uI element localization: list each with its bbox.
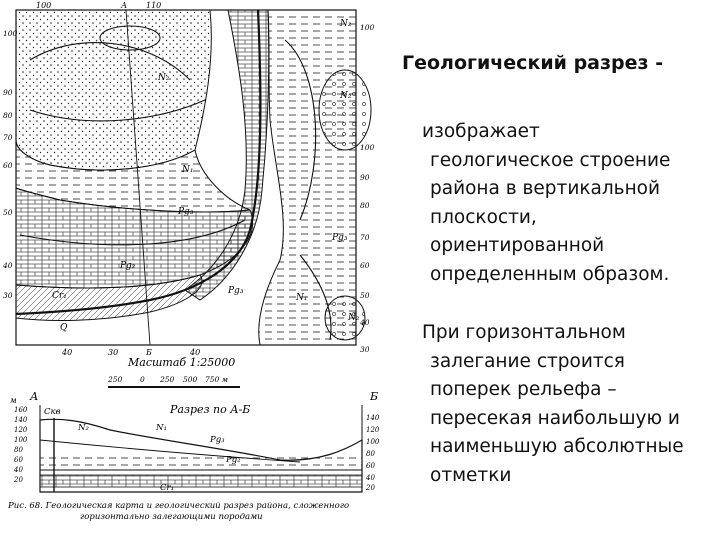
map-unit-label: Q bbox=[60, 323, 68, 333]
section-left-axis-tick: 40 bbox=[14, 466, 23, 474]
figure-caption-line2: горизонтально залегающими породами bbox=[80, 512, 263, 522]
figure-caption-line1: Рис. 68. Геологическая карта и геологический разрез района, сложенного bbox=[8, 501, 350, 511]
map-unit-label: N₂ bbox=[158, 73, 170, 83]
map-left-tick: 70 bbox=[3, 133, 13, 142]
section-right-axis-tick: 40 bbox=[366, 474, 375, 482]
scale-value: 500 bbox=[183, 375, 198, 384]
section-left-axis-tick: 60 bbox=[14, 456, 23, 464]
map-right-tick: 70 bbox=[360, 233, 370, 242]
map-left-tick: 60 bbox=[3, 161, 13, 170]
section-label: N₁ bbox=[156, 423, 167, 433]
map-bottom-tick: 40 bbox=[62, 348, 73, 357]
map-unit-label: Pg₃ bbox=[228, 286, 244, 296]
section-left-axis-tick: 100 bbox=[14, 436, 28, 444]
scale-caption: Масштаб 1:25000 bbox=[128, 356, 236, 369]
slide-title: Геологический разрез - bbox=[402, 52, 664, 74]
scale-value: 750 м bbox=[205, 375, 228, 384]
map-top-tick: 110 bbox=[146, 1, 162, 10]
map-left-tick: 50 bbox=[3, 208, 13, 217]
map-left-tick: 30 bbox=[3, 291, 13, 300]
map-unit-label: N₁ bbox=[182, 165, 194, 175]
map-unit-label: Cr₁ bbox=[52, 291, 67, 301]
map-unit-label: Pg₃ bbox=[178, 207, 194, 217]
section-right-axis-tick: 20 bbox=[366, 484, 375, 492]
section-right-axis-tick: 100 bbox=[366, 438, 380, 446]
map-left-ticks bbox=[2, 29, 18, 300]
map-right-tick: 60 bbox=[360, 261, 370, 270]
section-label: Cr₁ bbox=[160, 483, 174, 493]
paragraph-construction-first-line: При горизонтальном bbox=[422, 322, 626, 343]
section-right-axis-tick: 120 bbox=[366, 426, 380, 434]
map-right-ticks bbox=[359, 23, 375, 354]
scale-values bbox=[107, 375, 228, 384]
map-right-tick: 80 bbox=[360, 201, 370, 210]
map-unit-label: N₂ bbox=[340, 91, 352, 101]
map-right-tick: 90 bbox=[360, 173, 370, 182]
paragraph-definition bbox=[422, 118, 711, 290]
section-label: Pg₃ bbox=[210, 435, 225, 445]
paragraph-construction bbox=[422, 319, 711, 491]
section-left-axis bbox=[13, 406, 28, 484]
scale-value: 250 bbox=[160, 375, 175, 384]
map-top-ticks bbox=[36, 1, 161, 10]
map-bottom-tick: 30 bbox=[108, 348, 119, 357]
section-right-axis-tick: 60 bbox=[366, 462, 375, 470]
paragraph-definition-first-line: изображает bbox=[422, 121, 540, 142]
map-left-tick: 100 bbox=[3, 29, 18, 38]
section-right-end: Б bbox=[370, 390, 379, 403]
map-top-tick: А bbox=[121, 1, 128, 10]
map-scale bbox=[107, 356, 240, 387]
section-left-axis-tick: 20 bbox=[14, 476, 23, 484]
section-right-axis bbox=[365, 414, 380, 492]
map-left-tick: 90 bbox=[3, 88, 13, 97]
section-right-axis-tick: 80 bbox=[366, 450, 375, 458]
map-unit-label: N₁ bbox=[296, 293, 308, 303]
section-right-axis-tick: 140 bbox=[366, 414, 380, 422]
map-right-tick: 100 bbox=[360, 143, 375, 152]
section-label: Скв bbox=[44, 407, 61, 417]
map-top-tick: 100 bbox=[36, 1, 52, 10]
map-bottom-tick: 40 bbox=[190, 348, 201, 357]
section-left-axis-tick: 80 bbox=[14, 446, 23, 454]
section-left-axis-tick: 120 bbox=[14, 426, 28, 434]
section-left-end: А bbox=[30, 390, 39, 403]
map-bottom-tick: Б bbox=[146, 348, 152, 357]
section-title: Разрез по А-Б bbox=[170, 403, 251, 416]
section-left-axis-tick: 160 bbox=[14, 406, 28, 414]
map-unit-label: N₂ bbox=[348, 313, 360, 323]
map-right-tick: 30 bbox=[360, 345, 370, 354]
map-unit-label: N₂ bbox=[340, 19, 352, 29]
section-label: Pg₂ bbox=[226, 455, 241, 465]
map-unit-label: Pg₂ bbox=[120, 261, 136, 271]
paragraph-construction-text: залегание строится поперек рельефа – пересекая наибольшую и наименьшую абсолютные отметки bbox=[430, 350, 684, 486]
map-right-tick: 50 bbox=[360, 291, 370, 300]
map-unit-label: Pg₃ bbox=[332, 233, 348, 243]
geologic-map bbox=[16, 10, 371, 345]
section-unit: м bbox=[10, 396, 17, 405]
scale-value: 250 bbox=[108, 375, 123, 384]
section-label: N₂ bbox=[78, 423, 89, 433]
cross-section bbox=[10, 390, 380, 493]
scale-value: 0 bbox=[140, 375, 145, 384]
map-left-tick: 40 bbox=[3, 261, 13, 270]
map-right-tick: 40 bbox=[360, 318, 370, 327]
map-left-tick: 80 bbox=[3, 111, 13, 120]
paragraph-definition-text: геологическое строение района в вертикальной плоскости, ориентированной определенным образом. bbox=[430, 149, 671, 285]
map-right-tick: 100 bbox=[360, 23, 375, 32]
section-left-axis-tick: 140 bbox=[14, 416, 28, 424]
